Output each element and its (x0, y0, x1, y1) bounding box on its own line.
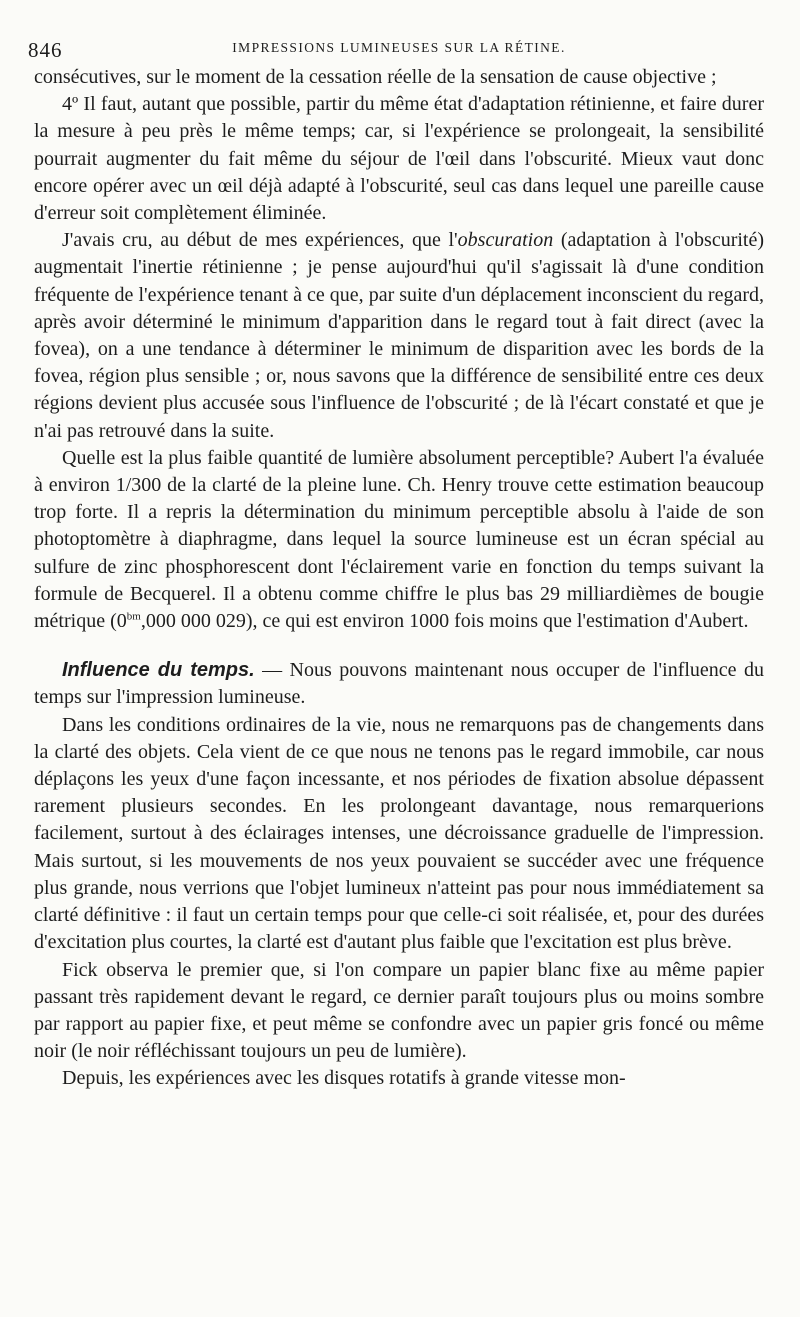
emphasis-obscuration: obscuration (457, 229, 554, 252)
paragraph-text: (adaptation à l'obscurité) augmentait l'inertie rétinienne ; je pense aujourd'hui qu'il s'agissait là d'une condition fréquente de l'expérience tenant à ce que, par suite d'un déplacement inconscient du regard, après avoir déterminé le minimum d'apparition dans le regard tout à fait direct (avec la fovea), on a une tendance à déterminer le minimum de disparition avec les bords de la fovea, région plus sensible ; or, nous savons que la différence de sensibilité entre ces deux régions devient plus accusée sous l'influence de l'obscurité ; de là l'écart constaté et que je n'ai pas retrouvé dans la suite. (34, 229, 765, 442)
paragraph-conditions-ordinaires: Dans les conditions ordinaires de la vie, nous ne remarquons pas de changements dans la clarté des objets. Cela vient de ce que nous ne tenons pas le regard immobile, car nous déplaçons les yeux d'une façon incessante, et nos périodes de fixation absolue dépassent rarement plusieurs secondes. En les prolongeant davantage, nous remarquerions facilement, surtout à des éclairages intenses, une décroissance graduelle de l'impression. Mais surtout, si les mouvements de nos yeux pouvaient se succéder avec une fréquence plus grande, nous verrions que l'objet lumineux n'atteint pas pour nous immédiatement sa clarté définitive : il faut un certain temps pour que celle-ci soit réalisée, et, pour des durées d'excitation plus courtes, la clarté est d'autant plus faible que l'excitation est plus brève. (34, 713, 764, 954)
paragraph-point-4: 4º Il faut, autant que possible, partir du même état d'adaptation rétinienne, et faire durer la mesure à peu près le même temps; car, si l'expérience se prolongeait, la sensibilité pourrait augmenter du fait même du séjour de l'œil dans l'obscurité. Mieux vaut donc encore opérer avec un œil déjà adapté à l'obscurité, seul cas dans lequel une pareille cause d'erreur soit complètement éliminée. (34, 93, 764, 225)
section-title: Influence du temps. (62, 659, 255, 682)
paragraph-text: J'avais cru, au début de mes expériences, que l' (62, 229, 458, 252)
superscript-unit: bm (126, 610, 141, 623)
body-text (34, 64, 764, 1093)
paragraph-continuation: consécutives, sur le moment de la cessation réelle de la sensation de cause objective ; (34, 66, 717, 88)
paragraph-minimum-perceptible (34, 445, 764, 635)
section-gap (34, 635, 764, 657)
paragraph-text: ,000 000 029), ce qui est environ 1000 fois moins que l'estimation d'Aubert. (140, 610, 749, 633)
page-number: 846 (28, 38, 63, 62)
paragraph-obscuration (34, 227, 764, 445)
paragraph-fick: Fick observa le premier que, si l'on compare un papier blanc fixe au même papier passant très rapidement devant le regard, ce dernier paraît toujours plus ou moins sombre par rapport au papier fixe, et peut même se confondre avec un papier gris foncé ou même noir (le noir réfléchissant toujours un peu de lumière). (34, 958, 764, 1063)
paragraph-disques-rotatifs: Depuis, les expériences avec les disques rotatifs à grande vitesse mon- (62, 1067, 626, 1090)
paragraph-text: — Nous pouvons maintenant nous occuper de l'influence du temps sur l'impression lumineuse. (34, 659, 764, 709)
page-header (28, 18, 764, 62)
paragraph-influence-du-temps (34, 657, 764, 711)
paragraph-text: Quelle est la plus faible quantité de lumière absolument perceptible? Aubert l'a évaluée à environ 1/300 de la clarté de la pleine lune. Ch. Henry trouve cette estimation beaucoup trop forte. Il a repris la détermination du minimum perceptible absolu à l'aide de son photoptomètre à diaphragme, dans lequel la source lumineuse est un écran spécial au sulfure de zinc phosphorescent dont l'éclairement varie en fonction du temps suivant la formule de Becquerel. Il a obtenu comme chiffre le plus bas 29 milliardièmes de bougie métrique (0 (34, 446, 764, 633)
running-title: IMPRESSIONS LUMINEUSES SUR LA RÉTINE. (232, 40, 566, 55)
